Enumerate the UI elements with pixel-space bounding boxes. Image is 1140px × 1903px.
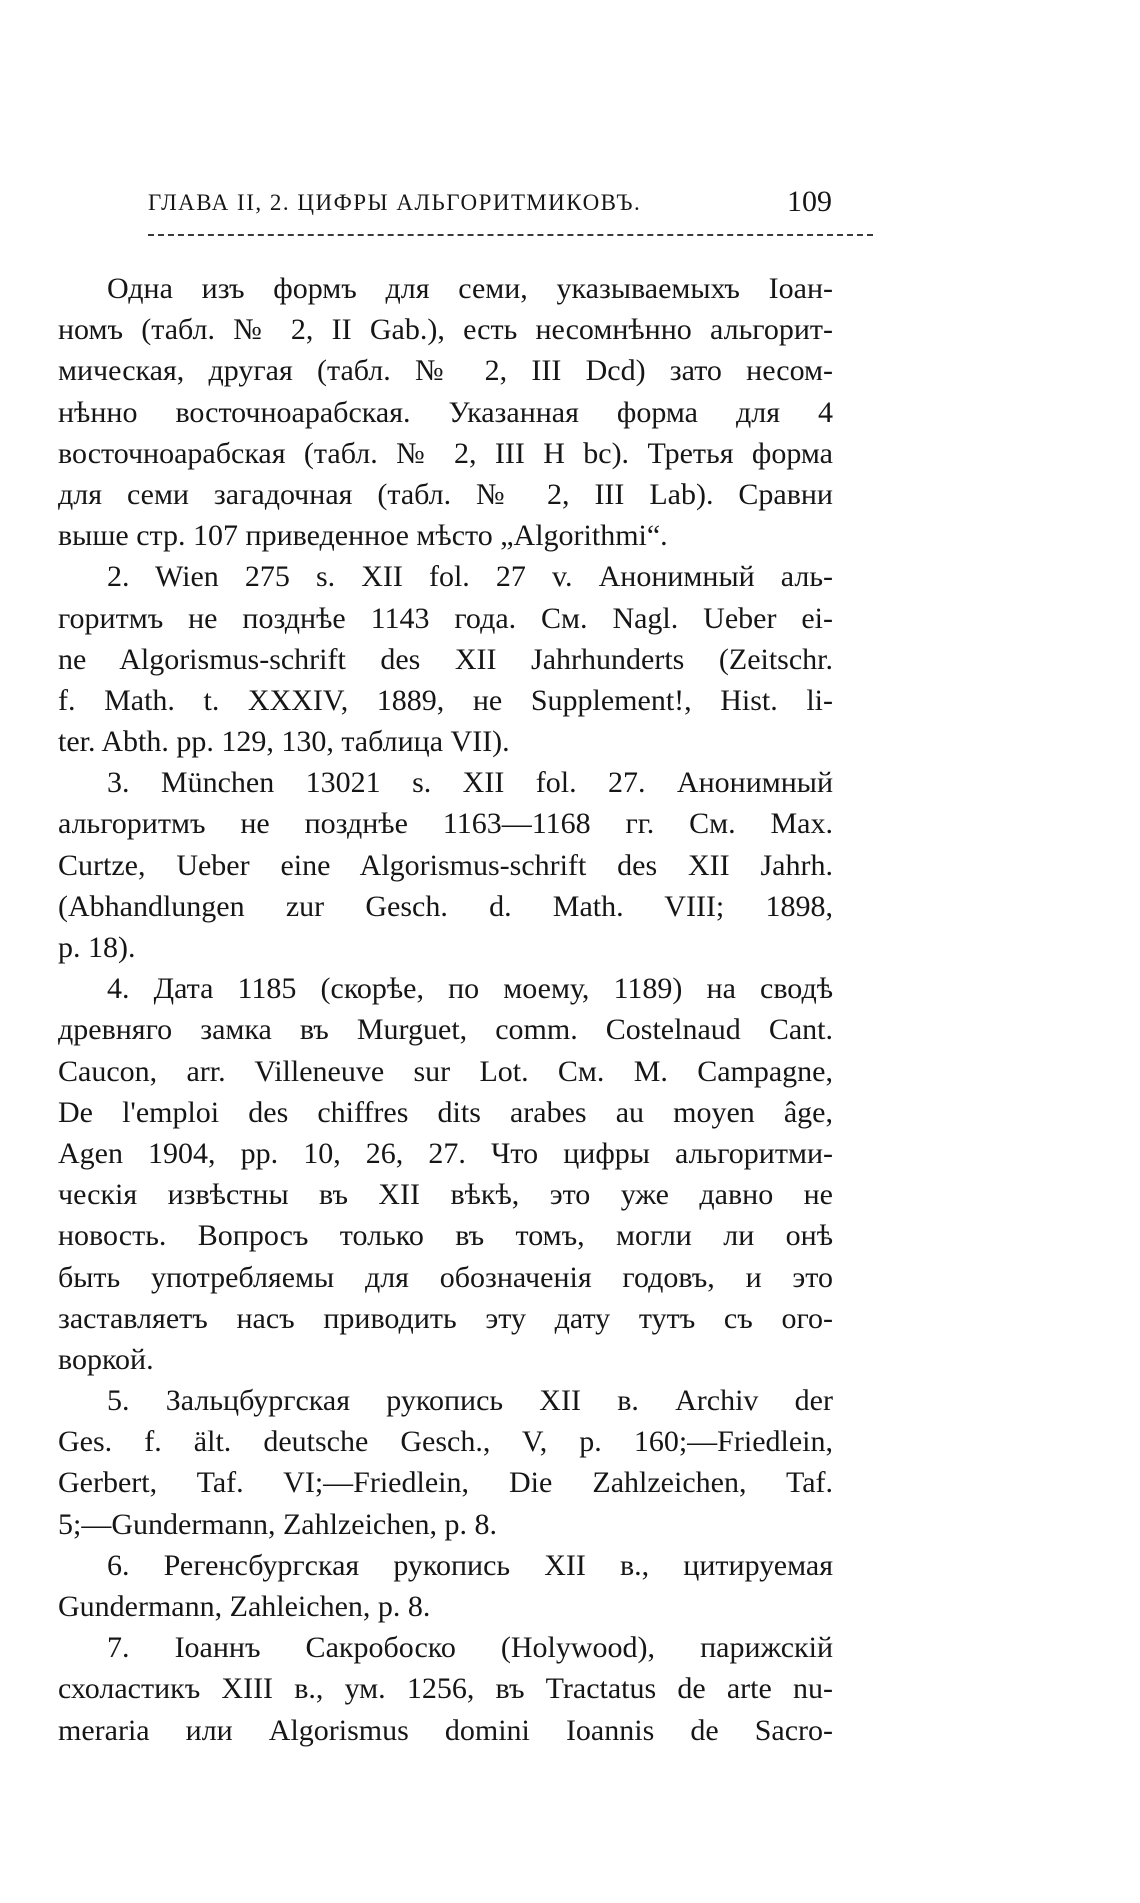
text-line: для семи загадочная (табл. № 2, III Lab). Сравни [58, 477, 833, 511]
header-rule [148, 234, 873, 236]
text-line: f. Math. t. XXXIV, 1889, не Supplement!, Hist. li- [58, 683, 833, 717]
text-line: 6. Регенсбургская рукопись XII в., цитируемая [107, 1548, 833, 1582]
text-line: заставляетъ насъ приводить эту дату тутъ съ ого- [58, 1301, 833, 1335]
text-line: 2. Wien 275 s. XII fol. 27 v. Анонимный аль- [107, 560, 833, 594]
text-line: Ges. f. ält. deutsche Gesch., V, p. 160;—Friedlein, [58, 1425, 833, 1459]
text-line: Одна изъ формъ для семи, указываемыхъ Іоан- [107, 272, 833, 305]
text-line: Gundermann, Zahleichen, p. 8. [58, 1590, 431, 1623]
text-line: (Abhandlungen zur Gesch. d. Math. VIII; 1898, [58, 889, 833, 923]
text-line: Gerbert, Taf. VI;—Friedlein, Die Zahlzeichen, Taf. [58, 1466, 833, 1500]
text-line: 5;—Gundermann, Zahlzeichen, p. 8. [58, 1507, 498, 1541]
running-head [148, 190, 873, 216]
text-line: быть употребляемы для обозначенія годовъ, и это [58, 1260, 833, 1294]
text-line: выше стр. 107 приведенное мѣсто „Algorithmi“. [58, 519, 668, 553]
body-text [58, 268, 833, 1751]
text-line: p. 18). [58, 931, 136, 964]
text-line: 3. München 13021 s. XII fol. 27. Анонимный [107, 766, 833, 800]
text-line: воркой. [58, 1342, 154, 1376]
text-line: альгоритмъ не позднѣе 1163—1168 гг. См. Max. [58, 807, 833, 841]
text-line: Caucon, arr. Villeneuve sur Lot. См. M. Campagne, [58, 1054, 833, 1088]
text-line: горитмъ не позднѣе 1143 года. См. Nagl. Ueber ei- [58, 601, 833, 635]
text-line: 4. Дата 1185 (скорѣе, по моему, 1189) на сводѣ [107, 972, 833, 1006]
text-line: ческія извѣстны въ XII вѣкѣ, это уже давно не [58, 1178, 833, 1212]
text-line: восточноарабская (табл. № 2, III H bc). Третья форма [58, 436, 833, 470]
page-number: 109 [787, 185, 832, 218]
text-line: meraria или Algorismus domini Ioannis de Sacro- [58, 1713, 833, 1747]
text-line: древняго замка въ Murguet, comm. Costelnaud Cant. [58, 1013, 833, 1047]
text-line: Agen 1904, pp. 10, 26, 27. Что цифры альгоритми- [58, 1136, 833, 1170]
text-line: новость. Вопросъ только въ томъ, могли ли онѣ [58, 1219, 833, 1253]
text-line: 7. Іоаннъ Сакробоско (Holywood), парижскій [107, 1631, 833, 1665]
text-line: 5. Зальцбургская рукопись XII в. Archiv der [107, 1384, 833, 1418]
text-line: нѣнно восточноарабская. Указанная форма для 4 [58, 395, 833, 429]
text-line: номъ (табл. № 2, II Gab.), есть несомнѣнно альгорит- [58, 313, 833, 347]
text-line: ter. Abth. pp. 129, 130, таблица VII). [58, 725, 510, 759]
running-head-title: ГЛАВА II, 2. ЦИФРЫ АЛЬГОРИТМИКОВЪ. [148, 190, 642, 215]
text-line: De l'emploi des chiffres dits arabes au moyen âge, [58, 1095, 833, 1129]
text-line: Curtze, Ueber eine Algorismus-schrift des XII Jahrh. [58, 848, 833, 882]
text-line: схоластикъ XIII в., ум. 1256, въ Tractatus de arte nu- [58, 1672, 833, 1706]
text-line: мическая, другая (табл. № 2, III Dcd) зато несом- [58, 354, 833, 388]
text-line: ne Algorismus-schrift des XII Jahrhunderts (Zeitschr. [58, 642, 833, 676]
